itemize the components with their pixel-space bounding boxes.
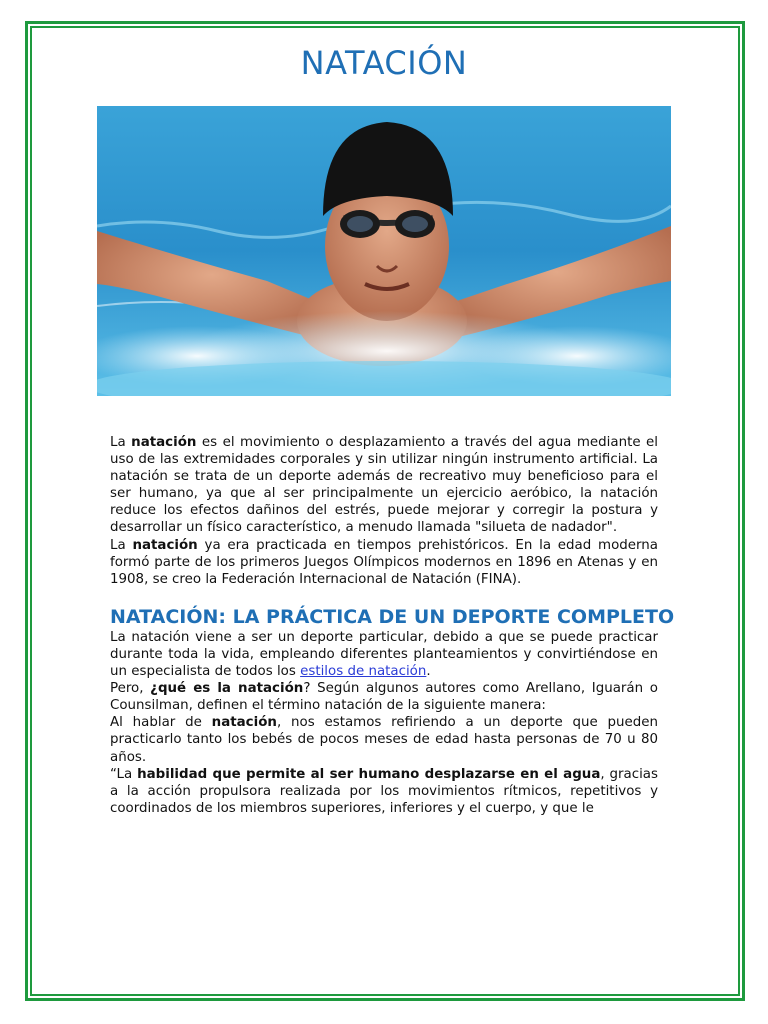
paragraph-definition xyxy=(110,434,658,537)
paragraph-text: Al hablar de xyxy=(110,715,212,731)
paragraph-text: La natación viene a ser un deporte particular, debido a que se puede practicar durante toda la vida, empleando diferentes planteamientos y convirtiéndose en un especialista de todos los xyxy=(110,629,658,680)
article-body xyxy=(110,434,675,817)
paragraph-quote xyxy=(110,766,658,817)
paragraph-text: La xyxy=(110,435,132,450)
page-title: NATACIÓN xyxy=(300,44,468,82)
paragraph-ages xyxy=(110,714,658,765)
paragraph-text: Pero, xyxy=(110,681,151,697)
paragraph-text: es el movimiento o desplazamiento a través del agua mediante el uso de las extremidades corporales y sin utilizar ningún instrumento artificial. La natación se trata de un deporte además de recreativo muy beneficioso para el ser humano, ya que al ser principalmente un ejercicio aeróbico, la natación reduce los efectos dañinos del estrés, puede mejorar y corregir la postura y desarrollar un físico característico, a menudo llamada "silueta de nadador". xyxy=(110,435,658,536)
section-heading: NATACIÓN: LA PRÁCTICA DE UN DEPORTE COMPLETO xyxy=(110,605,675,628)
paragraph-text: ? Según algunos autores como Arellano, Iguarán o Counsilman, definen el término natación de la siguiente manera: xyxy=(110,681,658,714)
swimmer-photo xyxy=(97,106,671,396)
bold-term: habilidad que permite al ser humano desplazarse en el agua xyxy=(137,766,601,782)
paragraph-text: “La xyxy=(110,766,138,782)
paragraph-question xyxy=(110,680,658,714)
spacer xyxy=(110,588,658,605)
paragraph-text: ya era practicada en tiempos prehistóricos. En la edad moderna formó parte de los primeros Juegos Olímpicos modernos en 1896 en Atenas y en 1908, se creo la Federación Internacional de Natación (FINA). xyxy=(110,537,658,587)
bold-term: natación xyxy=(131,435,197,450)
paragraph-history xyxy=(110,537,658,588)
swimming-styles-link[interactable]: estilos de natación xyxy=(300,664,427,680)
paragraph-practice xyxy=(110,629,658,680)
paragraph-text: . xyxy=(426,664,431,680)
paragraph-text: , nos estamos refiriendo a un deporte que pueden practicarlo tanto los bebés de pocos meses de edad hasta personas de 70 u 80 años. xyxy=(110,715,659,765)
paragraph-text: , gracias a la acción propulsora realizada por los movimientos rítmicos, repetitivos y coordinados de los miembros superiores, inferiores y el cuerpo, y que le xyxy=(110,766,658,816)
paragraph-text: La xyxy=(110,537,133,553)
bold-term: natación xyxy=(132,537,198,553)
bold-term: ¿qué es la natación xyxy=(150,681,304,697)
bold-term: natación xyxy=(211,715,277,731)
